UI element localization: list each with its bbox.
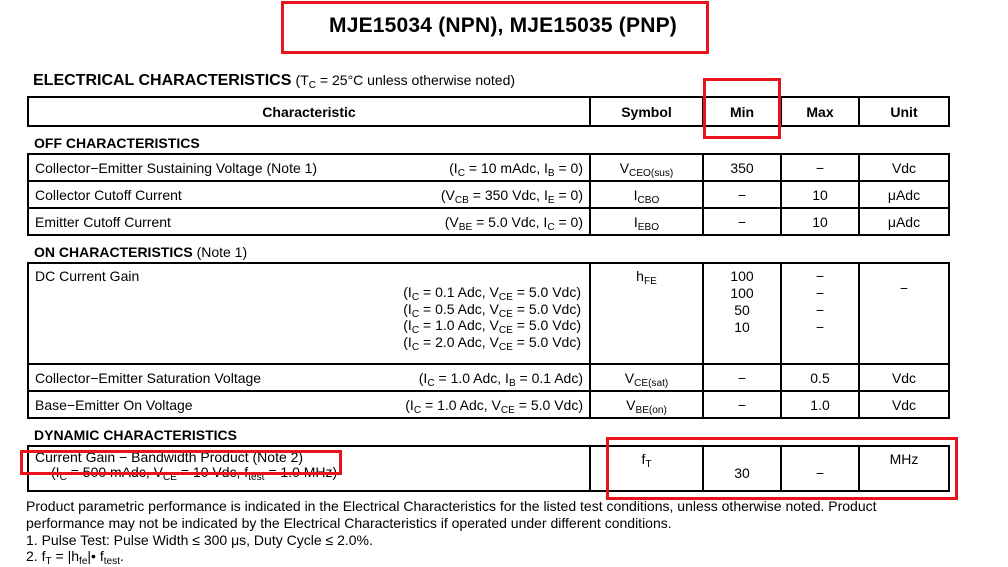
- section-row-on: [28, 235, 949, 263]
- electrical-characteristics-table: [27, 96, 950, 492]
- table-row: [28, 208, 949, 235]
- on-characteristics-heading: ON CHARACTERISTICS (Note 1): [28, 235, 949, 263]
- test-condition: ($I_C = 1.0$ Adc, $V_{CE} = 5.0$ Vdc): [405, 396, 583, 416]
- unit-cell: Vdc: [859, 154, 949, 181]
- min-cell: 30: [703, 446, 781, 491]
- row-label: Collector−Emitter Saturation Voltage: [35, 369, 262, 386]
- test-condition: ($I_C = 500$ mAdc, $V_{CE} = 10$ Vdc, $f_{test} = 1.0$ MHz): [51, 464, 338, 483]
- characteristic-cell: [28, 154, 590, 181]
- row-label: Collector Cutoff Current: [35, 186, 182, 203]
- header-min: Min: [703, 97, 781, 126]
- row-label: Base−Emitter On Voltage: [35, 396, 193, 413]
- row-label: Emitter Cutoff Current: [35, 213, 171, 230]
- symbol-cell: $V_{CE(sat)}$: [590, 364, 703, 391]
- table-row: [28, 181, 949, 208]
- unit-cell: μAdc: [859, 208, 949, 235]
- symbol-cell: $f_T$: [590, 446, 703, 491]
- characteristic-cell: [28, 364, 590, 391]
- footnote-note-2: 2. $f_T$ = $|h_{fe}|•$ $f_{test}$.: [26, 548, 124, 567]
- min-cell: 100 100 50 10: [703, 263, 781, 364]
- row-label: DC Current Gain: [35, 268, 140, 284]
- max-cell: 10: [781, 208, 859, 235]
- unit-cell: Vdc: [859, 364, 949, 391]
- unit-cell: −: [859, 263, 949, 364]
- ft-label-highlight-box: [20, 450, 342, 475]
- table-row: [28, 364, 949, 391]
- max-cell: 1.0: [781, 391, 859, 418]
- table-header-row: [28, 97, 949, 126]
- row-label: Collector−Emitter Sustaining Voltage (Note 1): [35, 159, 318, 176]
- section-row-off: [28, 126, 949, 154]
- test-condition-list: ($I_C = 0.1$ Adc, $V_{CE} = 5.0$ Vdc) ($I_C = 0.5$ Adc, $V_{CE} = 5.0$ Vdc) ($I_C = 1.0$ Adc, $V_{CE} = 5.0$ Vdc) ($I_C = 2.0$ Adc, $V_{CE} = 5.0$ Vdc): [403, 284, 581, 353]
- symbol-cell: $V_{CEO(sus)}$: [590, 154, 703, 181]
- characteristic-cell: [28, 208, 590, 235]
- min-cell: −: [703, 364, 781, 391]
- header-symbol: Symbol: [590, 97, 703, 126]
- off-characteristics-heading: OFF CHARACTERISTICS: [28, 126, 949, 154]
- min-cell: 350: [703, 154, 781, 181]
- symbol-cell: $V_{BE(on)}$: [590, 391, 703, 418]
- max-cell: − − − −: [781, 263, 859, 364]
- characteristic-cell: [28, 391, 590, 418]
- max-cell: −: [781, 446, 859, 491]
- min-cell: −: [703, 181, 781, 208]
- ft-values-highlight-box: [606, 437, 958, 500]
- row-label: Current Gain − Bandwidth Product (Note 2): [35, 449, 304, 465]
- unit-cell: Vdc: [859, 391, 949, 418]
- table-row: [28, 391, 949, 418]
- section-heading-condition: ($T_C = 25^\circ C$ unless otherwise noted): [295, 72, 516, 91]
- min-column-highlight-box: [703, 78, 781, 139]
- footnote-disclaimer-line-1: Product parametric performance is indicated in the Electrical Characteristics for the listed test conditions, unless otherwise noted. Product: [26, 498, 877, 514]
- page-title: MJE15034 (NPN), MJE15035 (PNP): [329, 14, 677, 37]
- footnote-disclaimer-line-2: performance may not be indicated by the Electrical Characteristics if operated under different conditions.: [26, 515, 672, 531]
- test-condition: ($I_C = 1.0$ Adc, $I_B = 0.1$ Adc): [418, 369, 583, 389]
- title-highlight-box: [281, 1, 709, 54]
- section-heading: [33, 72, 515, 90]
- symbol-cell: $I_{EBO}$: [590, 208, 703, 235]
- test-condition: ($I_C = 10$ mAdc, $I_B = 0$): [449, 159, 583, 179]
- characteristic-cell: [28, 263, 590, 364]
- footnote-note-1: 1. Pulse Test: Pulse Width ≤ 300 μs, Duty Cycle ≤ 2.0%.: [26, 532, 373, 548]
- symbol-cell: $I_{CBO}$: [590, 181, 703, 208]
- symbol-cell: $h_{FE}$: [590, 263, 703, 364]
- section-heading-main: ELECTRICAL CHARACTERISTICS: [33, 72, 292, 89]
- unit-cell: MHz: [859, 446, 949, 491]
- header-characteristic: Characteristic: [28, 97, 590, 126]
- characteristic-cell: [28, 181, 590, 208]
- max-cell: −: [781, 154, 859, 181]
- table-row: [28, 154, 949, 181]
- test-condition: ($V_{CB} = 350$ Vdc, $I_E = 0$): [440, 186, 583, 206]
- max-cell: 0.5: [781, 364, 859, 391]
- min-cell: −: [703, 391, 781, 418]
- min-cell: −: [703, 208, 781, 235]
- max-cell: 10: [781, 181, 859, 208]
- unit-cell: μAdc: [859, 181, 949, 208]
- header-unit: Unit: [859, 97, 949, 126]
- dynamic-characteristics-heading: DYNAMIC CHARACTERISTICS: [28, 418, 949, 446]
- table-row: [28, 263, 949, 364]
- header-max: Max: [781, 97, 859, 126]
- test-condition: ($V_{BE} = 5.0$ Vdc, $I_C = 0$): [444, 213, 583, 233]
